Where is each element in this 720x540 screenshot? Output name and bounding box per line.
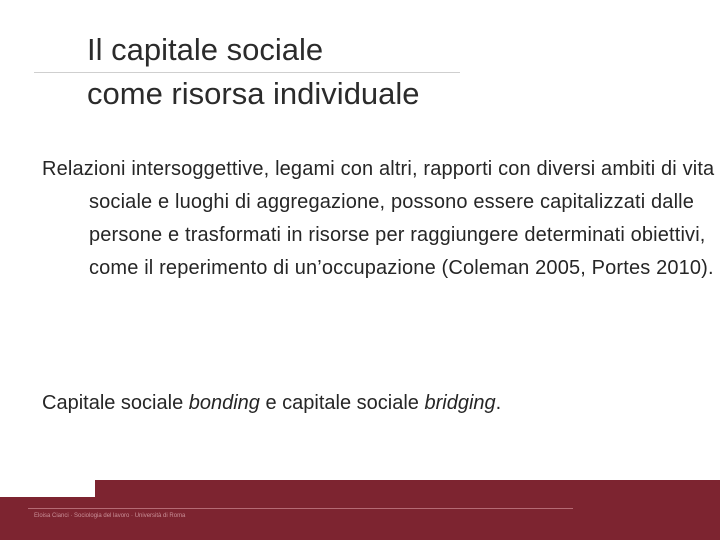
- title-divider: [34, 72, 460, 73]
- footer-divider: [28, 508, 573, 509]
- line2-text-1: Capitale sociale: [42, 392, 189, 414]
- bonding-bridging-line: [42, 387, 501, 420]
- slide-title-line-2: come risorsa individuale: [87, 76, 420, 111]
- line2-text-3: .: [495, 392, 502, 414]
- footer-notch: [0, 480, 95, 497]
- bonding-term: bonding: [188, 392, 260, 414]
- slide-title-line-1: Il capitale sociale: [87, 32, 324, 67]
- footer-band: [0, 480, 720, 540]
- footer-caption: Eloisa Cianci · Sociologia del lavoro · Università di Roma: [34, 513, 186, 519]
- body-paragraph: Relazioni intersoggettive, legami con altri, rapporti con diversi ambiti di vita sociale e luoghi di aggregazione, possono essere capitalizzati dalle persone e trasformati in risorse per raggiungere determinati obiettivi, come il reperimento di un’occupazione (Coleman 2005, Portes 2010).: [42, 158, 715, 279]
- line2-text-2: e capitale sociale: [259, 392, 425, 414]
- bridging-term: bridging: [424, 392, 496, 414]
